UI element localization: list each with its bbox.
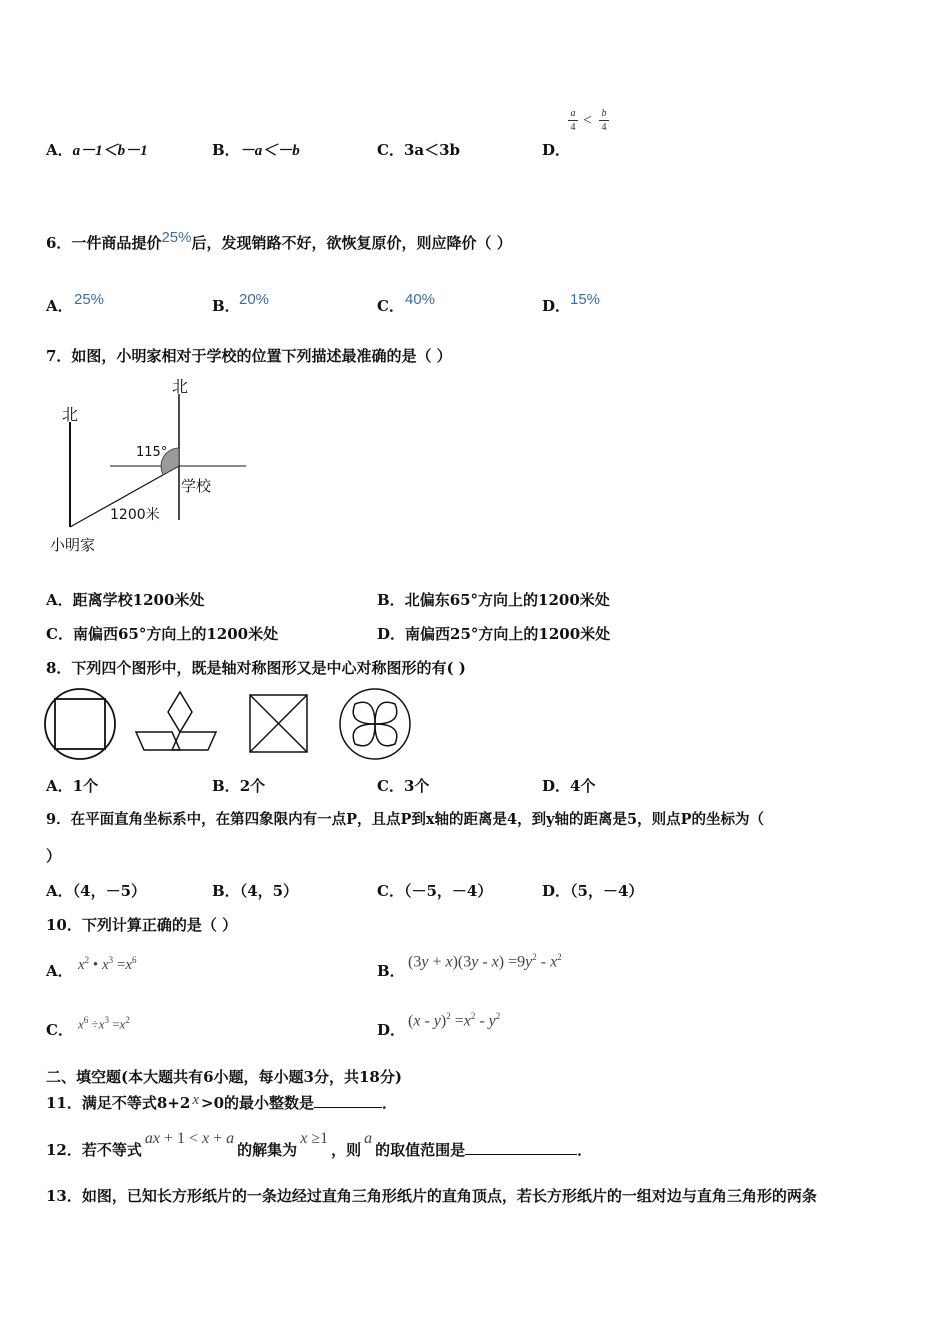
- section2-title: 二、填空题(本大题共有6小题，每小题3分，共18分): [46, 1068, 402, 1086]
- q9-stem-line2: ）: [46, 847, 62, 865]
- q5-option-a: A．a－1＜b－1: [46, 141, 148, 159]
- q6-stem-percent: 25%: [161, 229, 192, 246]
- q12-inequality: ax + 1 < x + a: [144, 1130, 235, 1147]
- q8-stem: 8．下列四个图形中，既是轴对称图形又是中心对称图形的有( ): [46, 659, 466, 677]
- q8-option-b: B．2个: [212, 777, 266, 795]
- q10-stem: 10．下列计算正确的是（ ）: [46, 916, 238, 934]
- q12-stem: 12．若不等式ax + 1 < x + a的解集为x ≥1，则a的取值范围是 ．: [46, 1130, 593, 1159]
- q5-option-c-text: 3a＜3b: [403, 141, 461, 159]
- q8-option-a: A．1个: [46, 777, 99, 795]
- q6-option-a: A．: [46, 297, 73, 315]
- q7-north-label-home: 北: [62, 405, 79, 424]
- q5-option-b: B．－a＜－b: [212, 141, 300, 159]
- q9-option-a: A．（4，－5）: [46, 882, 147, 900]
- q10-option-a: A．: [46, 962, 73, 980]
- q11-variable-x: x: [192, 1092, 199, 1108]
- q7-stem: 7．如图，小明家相对于学校的位置下列描述最准确的是（ ）: [46, 347, 452, 365]
- q10-option-c-formula: $x^6 \div x^3 =x^2$: [78, 1015, 130, 1032]
- q8-figure-square-diagonals: [250, 695, 307, 752]
- q7-school-label: 学校: [181, 477, 212, 495]
- q11-answer-blank[interactable]: [314, 1093, 382, 1108]
- q11-stem: 11．满足不等式8+2 x >0的最小整数是 ．: [46, 1092, 398, 1112]
- q10-option-b: B．: [377, 962, 405, 980]
- q5-option-a-text: a－1＜b－1: [72, 143, 148, 159]
- q7-north-label-school: 北: [172, 377, 189, 396]
- q7-distance-label: 1200米: [110, 507, 160, 523]
- q6-stem: 6．一件商品提价25%后，发现销路不好，欲恢复原价，则应降价（ ）: [46, 229, 512, 252]
- q9-option-b: B．（4，5）: [212, 882, 299, 900]
- q9-option-c: C．（－5，－4）: [377, 882, 493, 900]
- q7-direction-figure: [40, 372, 260, 562]
- q8-figure-circle-petals: [340, 689, 410, 759]
- q6-option-b: B．: [212, 297, 240, 315]
- q8-option-c: C．3个: [377, 777, 430, 795]
- q6-option-d-value: 15%: [570, 291, 601, 308]
- q6-option-c: C．: [377, 297, 404, 315]
- q6-option-d: D．: [542, 297, 571, 315]
- q7-angle-label: 115°: [136, 445, 168, 460]
- q5-d-numerator-b: b: [601, 108, 607, 119]
- q9-stem-line1: 9．在平面直角坐标系中，在第四象限内有一点P，且点P到x轴的距离是4，到y轴的距离是5，则点P的坐标为（: [46, 811, 765, 828]
- q5-d-denominator-2: 4: [601, 122, 607, 133]
- q5-d-denominator-1: 4: [570, 122, 576, 133]
- q9-option-d: D．（5，－4）: [542, 882, 644, 900]
- q8-figure-three-rhombus: [136, 692, 216, 750]
- q10-option-a-formula: $x^2$ • $x^3 =x^6$: [78, 955, 137, 973]
- q5-option-d: D．: [542, 141, 571, 159]
- q10-option-d-formula: $(x - y)^2 =x^2 - y^2$: [408, 1011, 501, 1030]
- q13-stem: 13．如图，已知长方形纸片的一条边经过直角三角形纸片的直角顶点，若长方形纸片的一组对边与直角三角形的两条: [46, 1187, 817, 1205]
- q6-option-c-value: 40%: [405, 291, 436, 308]
- q7-option-b: B．北偏东65°方向上的1200米处: [377, 591, 610, 609]
- q5-option-b-text: －a＜－b: [239, 143, 300, 159]
- q5-d-less-than: <: [583, 112, 593, 129]
- q7-option-a: A．距离学校1200米处: [46, 591, 205, 609]
- q8-figures: [40, 688, 420, 766]
- q10-option-d: D．: [377, 1021, 406, 1039]
- q6-option-a-value: 25%: [74, 291, 105, 308]
- q5-option-c: C．3a＜3b: [377, 141, 461, 159]
- q10-option-c: C．: [46, 1021, 73, 1039]
- q10-option-b-formula: $(3y + x)(3y - x) =9y^2 - x^2$: [408, 952, 562, 971]
- q8-option-d: D．4个: [542, 777, 596, 795]
- q12-answer-blank[interactable]: [465, 1140, 577, 1155]
- q8-figure-circle-square: [45, 689, 115, 759]
- q6-option-b-value: 20%: [239, 291, 270, 308]
- q12-solution-set: x ≥1: [300, 1130, 329, 1147]
- q7-option-d: D．南偏西25°方向上的1200米处: [377, 625, 611, 643]
- q5-d-numerator-a: a: [570, 108, 576, 119]
- q12-variable-a: a: [364, 1130, 373, 1147]
- q7-option-c: C．南偏西65°方向上的1200米处: [46, 625, 279, 643]
- q7-home-label: 小明家: [50, 536, 96, 554]
